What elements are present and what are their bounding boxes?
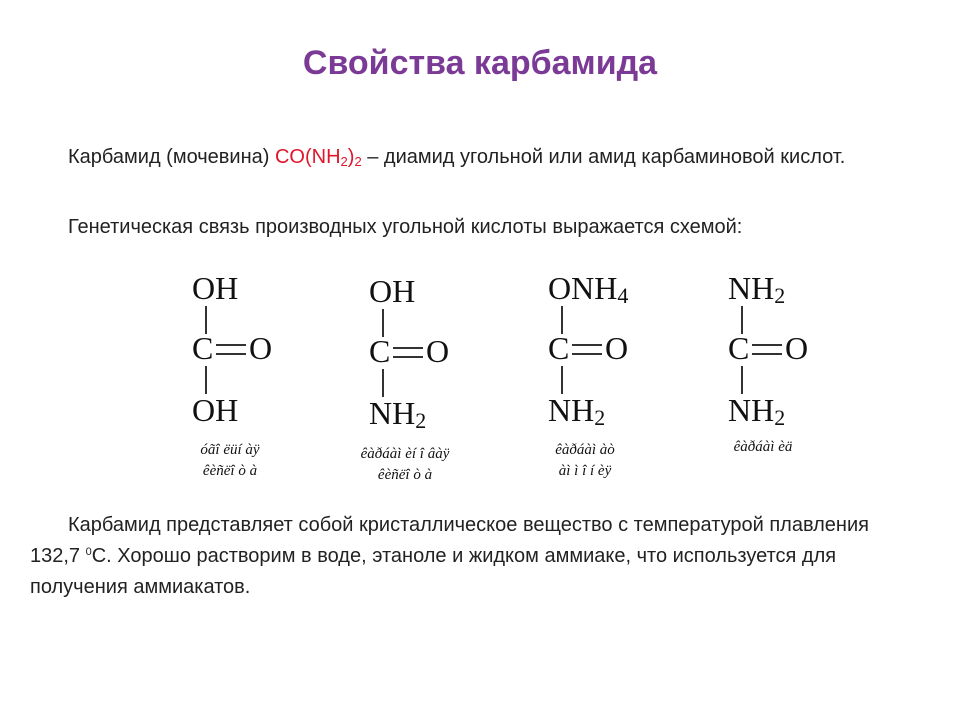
intro-text-after: – диамид угольной или амид карбаминовой кислот. — [361, 146, 846, 168]
caption-ammonium-carbamate: êàðáàì àò àì ì î í èÿ — [555, 442, 615, 479]
double-bond — [752, 344, 782, 355]
intro-paragraph — [30, 142, 910, 173]
oxygen-atom: O — [785, 330, 809, 366]
single-bond-bottom — [382, 369, 384, 397]
bottom-group: OH — [192, 392, 239, 428]
caption-carbamide: êàðáàì èä — [733, 439, 793, 455]
structure-ammonium-carbamate — [548, 272, 678, 432]
structure-carbamic-acid — [369, 275, 499, 435]
caption-carbamic-acid: êàðáàì èí î âàÿ êèñëî ò à — [360, 446, 450, 483]
top-group: $ONH_4$ — [548, 270, 629, 308]
single-bond-bottom — [741, 366, 743, 394]
degree-mark: 0 — [85, 546, 92, 558]
carbon-atom: C — [548, 330, 570, 366]
carbon-atom: C — [728, 330, 750, 366]
intro-text-before: Карбамид (мочевина) — [68, 146, 275, 168]
top-group: $NH_2$ — [728, 270, 786, 308]
bottom-group: $NH_2$ — [728, 392, 786, 430]
properties-text-after: С. Хорошо растворим в воде, этаноле и жидком аммиаке, что используется для получения аммиакатов. — [30, 545, 837, 598]
scheme-intro-paragraph — [30, 212, 910, 243]
structure-carbonic-acid — [192, 272, 322, 432]
bottom-group: $NH_2$ — [548, 392, 606, 430]
double-bond — [393, 347, 423, 358]
properties-paragraph — [30, 510, 910, 603]
single-bond-bottom — [205, 366, 207, 394]
top-group: OH — [369, 273, 416, 309]
urea-formula: $CO(NH_2)_2$ — [274, 146, 362, 169]
caption-carbonic-acid: óãî ëüí àÿ êèñëî ò à — [200, 442, 260, 479]
carbon-atom: C — [369, 333, 391, 369]
structure-carbamide — [728, 272, 858, 432]
oxygen-atom: O — [605, 330, 629, 366]
top-group: OH — [192, 270, 239, 306]
properties-text-before: Карбамид представляет собой кристаллическое вещество с температурой плавления 132,7 — [30, 514, 869, 567]
double-bond — [216, 344, 246, 355]
scheme-intro-text: Генетическая связь производных угольной кислоты выражается схемой: — [68, 216, 743, 238]
double-bond — [572, 344, 602, 355]
bottom-group: $NH_2$ — [369, 395, 427, 433]
oxygen-atom: O — [249, 330, 273, 366]
oxygen-atom: O — [426, 333, 450, 369]
carbon-atom: C — [192, 330, 214, 366]
page-title: Свойства карбамида — [302, 44, 658, 82]
single-bond-bottom — [561, 366, 563, 394]
